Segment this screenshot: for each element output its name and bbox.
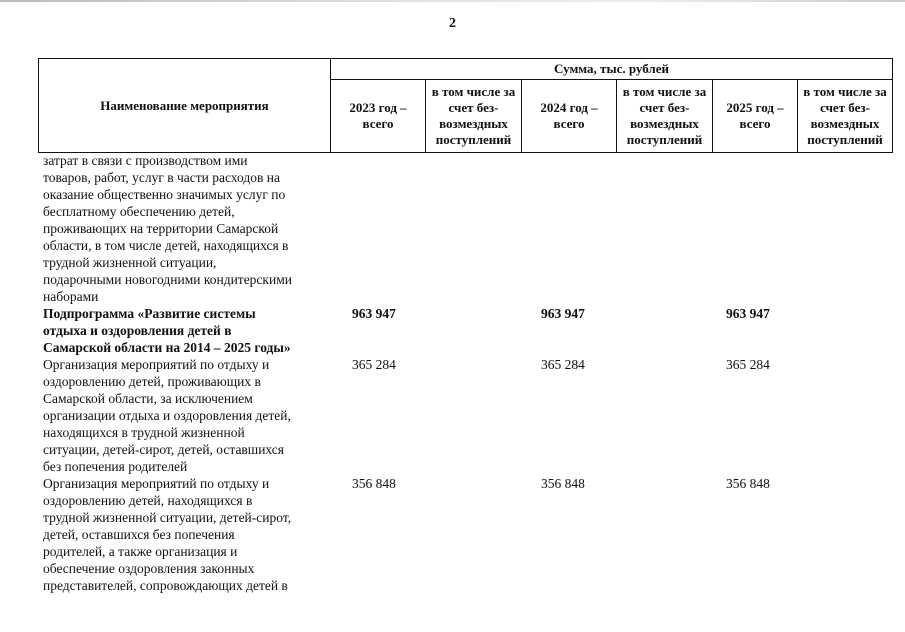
col-header-2023-nonrepayable: в том числе за счет без-возмездных поступлений: [426, 80, 522, 153]
row-name-line: обеспечение оздоровления законных: [43, 561, 255, 576]
col-header-2024-nonrepayable: в том числе за счет без-возмездных поступлений: [617, 80, 713, 153]
row-name-line: находящихся в трудной жизненной: [43, 425, 245, 440]
row-name-line: проживающих на территории Самарской: [43, 221, 279, 236]
row-name-line: организации отдыха и оздоровления детей,: [43, 408, 291, 423]
row-name: [38, 356, 333, 475]
row-name-line: трудной жизненной ситуации, детей-сирот,: [43, 510, 292, 525]
row-name-line: товаров, работ, услуг в части расходов на: [43, 170, 281, 185]
value-2024-total: 365 284: [541, 357, 585, 372]
row-name-line: детей, оставшихся без попечения: [43, 527, 235, 542]
row-name-line: Организация мероприятий по отдыху и: [43, 476, 270, 491]
row-name-line: бесплатному обеспечению детей,: [43, 204, 235, 219]
table-body: [38, 152, 892, 594]
col-header-2024-total: 2024 год – всего: [522, 80, 617, 153]
value-2023-total: 356 848: [352, 476, 396, 491]
row-name-line: Самарской области, за исключением: [43, 391, 253, 406]
row-name: [38, 152, 333, 305]
row-name-line: отдыха и оздоровления детей в: [43, 323, 232, 338]
col-header-name: Наименование мероприятия: [39, 59, 331, 153]
table-row: [38, 152, 892, 305]
row-name-line: оказание общественно значимых услуг по: [43, 187, 286, 202]
table-row-subprogram: [38, 305, 892, 356]
row-name-line: наборами: [43, 289, 99, 304]
col-header-2025-total: 2025 год – всего: [713, 80, 798, 153]
row-name: [38, 305, 333, 356]
scan-top-edge: [0, 0, 905, 2]
value-2024-total: 963 947: [541, 306, 585, 321]
value-2024-total: 356 848: [541, 476, 585, 491]
value-2025-total: 356 848: [726, 476, 770, 491]
row-name-line: трудной жизненной ситуации,: [43, 255, 217, 270]
budget-table-header: [38, 58, 893, 153]
row-name-line: Подпрограмма «Развитие системы: [43, 306, 256, 321]
row-name-line: ситуации, детей-сирот, детей, оставшихся: [43, 442, 284, 457]
table-row: [38, 475, 892, 594]
col-header-sum: Сумма, тыс. рублей: [331, 59, 893, 80]
row-name-line: родителей, а также организация и: [43, 544, 238, 559]
table-row: [38, 356, 892, 475]
value-2023-total: 963 947: [352, 306, 396, 321]
row-name-line: подарочными новогодними кондитерскими: [43, 272, 292, 287]
header-row-top: [39, 59, 893, 80]
col-header-2025-nonrepayable: в том числе за счет без-возмездных поступлений: [798, 80, 893, 153]
row-name-line: области, в том числе детей, находящихся в: [43, 238, 289, 253]
row-name-line: оздоровлению детей, находящихся в: [43, 493, 253, 508]
value-2025-total: 365 284: [726, 357, 770, 372]
row-name: [38, 475, 333, 594]
col-header-2023-total: 2023 год – всего: [331, 80, 426, 153]
row-name-line: Организация мероприятий по отдыху и: [43, 357, 270, 372]
row-name-line: Самарской области на 2014 – 2025 годы»: [43, 340, 291, 355]
row-name-line: затрат в связи с производством ими: [43, 153, 248, 168]
page-number: 2: [449, 16, 456, 31]
value-2023-total: 365 284: [352, 357, 396, 372]
row-name-line: без попечения родителей: [43, 459, 188, 474]
row-name-line: представителей, сопровождающих детей в: [43, 578, 288, 593]
row-name-line: оздоровлению детей, проживающих в: [43, 374, 261, 389]
value-2025-total: 963 947: [726, 306, 770, 321]
